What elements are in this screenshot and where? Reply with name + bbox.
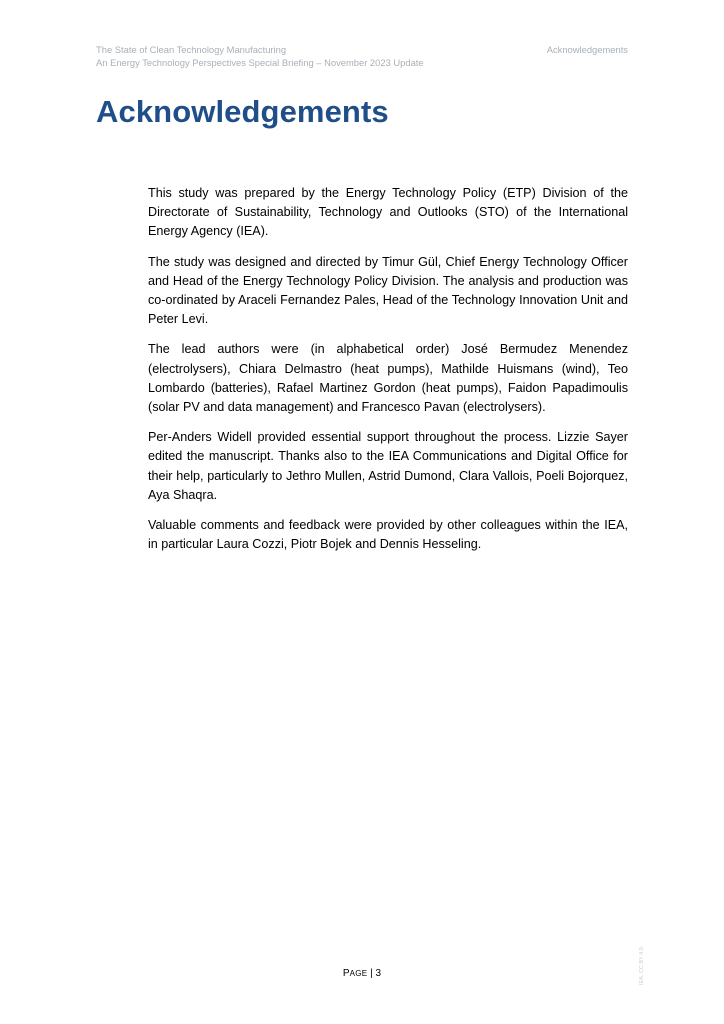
page-title: Acknowledgements: [96, 94, 389, 129]
page-number: 3: [375, 968, 382, 979]
license-note: IEA. CC BY 4.0.: [639, 945, 645, 985]
paragraph: This study was prepared by the Energy Technology Policy (ETP) Division of the Directorate of Sustainability, Technology and Outlooks (STO) of the International Energy Agency (IEA).: [148, 186, 628, 239]
section-header: Acknowledgements: [546, 44, 628, 55]
paragraph: The study was designed and directed by Timur Gül, Chief Energy Technology Officer and Head of the Energy Technology Policy Division. The analysis and production was co-ordinated by Araceli Fernandez Pales, Head of the Technology Innovation Unit and Peter Levi.: [148, 254, 628, 327]
paragraph: The lead authors were (in alphabetical order) José Bermudez Menendez (electrolysers), Chiara Delmastro (heat pumps), Mathilde Huismans (wind), Teo Lombardo (batteries), Rafael Martinez Gordon (heat pumps), Faidon Papadimoulis (solar PV and data management) and Francesco Pavan (electrolysers).: [148, 342, 628, 415]
paragraph: Per-Anders Widell provided essential support throughout the process. Lizzie Sayer edited the manuscript. Thanks also to the IEA Communications and Digital Office for their help, particularly to Jethro Mullen, Astrid Dumond, Clara Vallois, Poeli Bojorquez, Aya Shaqra.: [148, 430, 628, 502]
paragraph: Valuable comments and feedback were provided by other colleagues within the IEA, in particular Laura Cozzi, Piotr Bojek and Dennis Hesseling.: [148, 518, 628, 552]
report-subtitle: An Energy Technology Perspectives Special Briefing – November 2023 Update: [96, 57, 424, 68]
page-label-rest: AGE: [349, 969, 368, 978]
report-title: The State of Clean Technology Manufacturing: [96, 44, 287, 55]
page-label-first: P: [342, 968, 350, 979]
acknowledgements-body: [148, 184, 628, 565]
page-footer: [0, 968, 724, 979]
running-header: [96, 43, 424, 69]
page-separator: |: [367, 968, 376, 979]
